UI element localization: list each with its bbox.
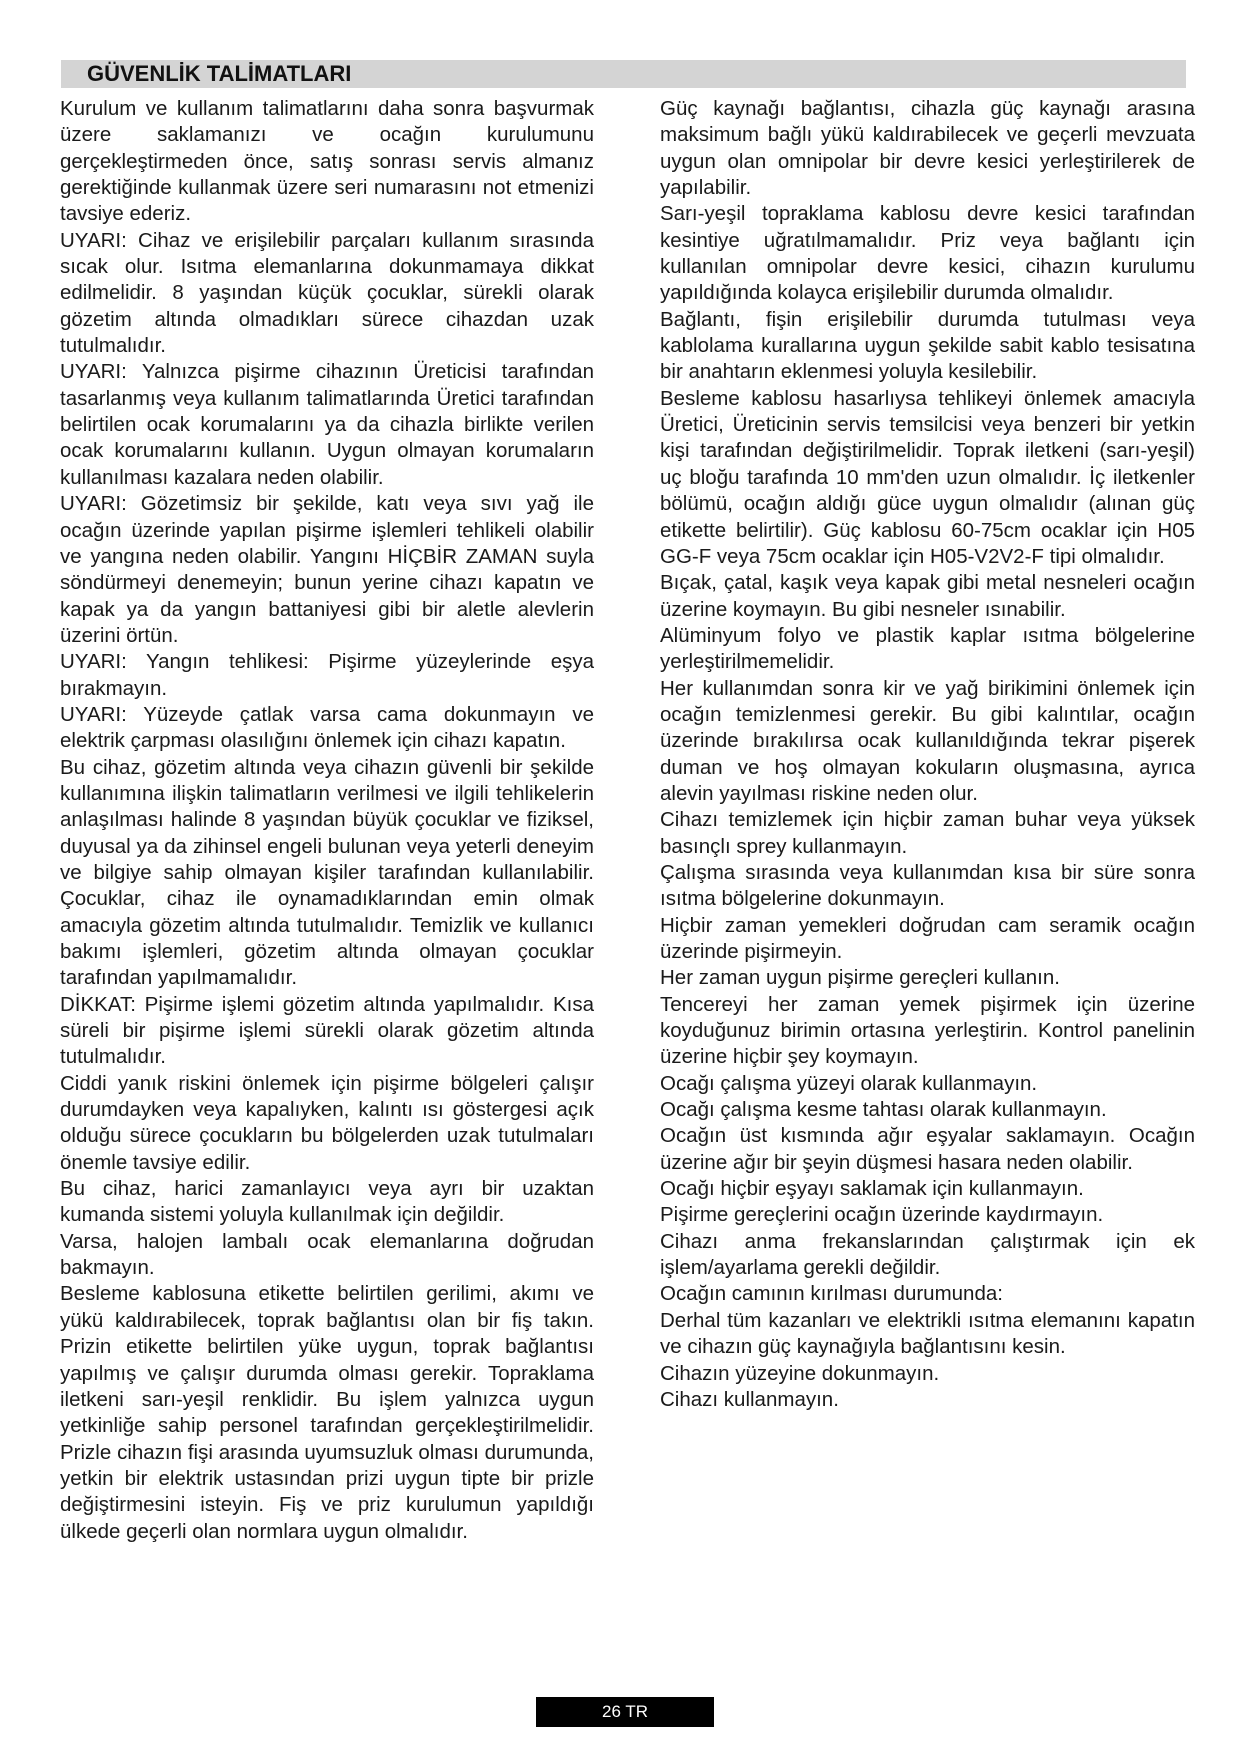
paragraph: Besleme kablosuna etikette belirtilen gerilimi, akımı ve yükü kaldırabilecek, toprak bağlantısı olan bir fiş takın. Prizin etikette belirtilen yüke uygun, toprak bağlantısı yapılmış ve çalışır durumda olması gerekir. Topraklama iletkeni sarı-yeşil renklidir. Bu işlem yalnızca uygun yetkinliğe sahip personel tarafından gerçekleştirilmelidir. Prizle cihazın fişi arasında uyumsuzluk olması durumunda, yetkin bir elektrik ustasından prizi uygun tipte bir prizle değiştirmesini isteyin. Fiş ve priz kurulumun yapıldığı ülkede geçerli olan normlara uygun olmalıdır. xyxy=(60,1282,594,1543)
paragraph: Bu cihaz, harici zamanlayıcı veya ayrı bir uzaktan kumanda sistemi yoluyla kullanılmak için değildir. xyxy=(60,1177,594,1227)
paragraph: Çalışma sırasında veya kullanımdan kısa bir süre sonra ısıtma bölgelerine dokunmayın. xyxy=(660,860,1195,911)
paragraph: Alüminyum folyo ve plastik kaplar ısıtma bölgelerine yerleştirilmemelidir. xyxy=(660,623,1195,674)
paragraph: Pişirme gereçlerini ocağın üzerinde kaydırmayın. xyxy=(660,1203,1104,1227)
paragraph: Sarı-yeşil topraklama kablosu devre kesici tarafından kesintiye uğratılmamalıdır. Priz veya bağlantı için kullanılan omnipolar devre kesici, cihazın kurulumu yapıldığında kolayca erişilebilir durumda olmalıdır. xyxy=(660,202,1195,305)
paragraph: Her zaman uygun pişirme gereçleri kullanın. xyxy=(660,966,1060,990)
paragraph: Derhal tüm kazanları ve elektrikli ısıtma elemanını kapatın ve cihazın güç kaynağıyla bağlantısını kesin. xyxy=(660,1308,1195,1359)
paragraph: Ocağı hiçbir eşyayı saklamak için kullanmayın. xyxy=(660,1177,1084,1201)
paragraph: UYARI: Yüzeyde çatlak varsa cama dokunmayın ve elektrik çarpması olasılığını önlemek için cihazı kapatın. xyxy=(60,702,594,753)
section-header xyxy=(61,60,1186,88)
section-title: GÜVENLİK TALİMATLARI xyxy=(87,61,352,86)
paragraph: UYARI: Yalnızca pişirme cihazının Üreticisi tarafından tasarlanmış veya kullanım talimatlarında Üretici tarafından belirtilen ocak korumalarını ya da cihazla birlikte verilen ocak korumalarını kullanın. Uygun olmayan korumaların kullanılması kazalara neden olabilir. xyxy=(60,360,594,489)
paragraph: Kurulum ve kullanım talimatlarını daha sonra başvurmak üzere saklamanızı ve ocağın kurulumunu gerçekleştirmeden önce, satış sonrası servis almanız gerektiğinde kullanmak üzere seri numarasını not etmenizi tavsiye ederiz. xyxy=(60,97,594,226)
paragraph: DİKKAT: Pişirme işlemi gözetim altında yapılmalıdır. Kısa süreli bir pişirme işlemi sürekli olarak gözetim altında tutulmalıdır. xyxy=(60,992,594,1069)
paragraph: UYARI: Cihaz ve erişilebilir parçaları kullanım sırasında sıcak olur. Isıtma elemanlarına dokunmamaya dikkat edilmelidir. 8 yaşından küçük çocuklar, sürekli olarak gözetim altında olmadıkları sürece cihazdan uzak tutulmalıdır. xyxy=(60,228,594,358)
paragraph: UYARI: Gözetimsiz bir şekilde, katı veya sıvı yağ ile ocağın üzerinde yapılan pişirme işlemleri tehlikeli olabilir ve yangına neden olabilir. Yangını HİÇBİR ZAMAN suyla söndürmeyi denemeyin; bunun yerine cihazı kapatın ve kapak ya da yangın battaniyesi gibi bir aletle alevlerin üzerini örtün. xyxy=(60,492,594,647)
paragraph: Tencereyi her zaman yemek pişirmek için üzerine koyduğunuz birimin ortasına yerleştirin. Kontrol panelinin üzerine hiçbir şey koymayın. xyxy=(660,992,1195,1069)
page-number: 26 TR xyxy=(536,1697,714,1727)
paragraph: Cihazı kullanmayın. xyxy=(660,1387,839,1411)
paragraph: Cihazı temizlemek için hiçbir zaman buhar veya yüksek basınçlı sprey kullanmayın. xyxy=(660,808,1195,858)
right-column xyxy=(660,96,1195,1413)
paragraph: Bıçak, çatal, kaşık veya kapak gibi metal nesneleri ocağın üzerine koymayın. Bu gibi nesneler ısınabilir. xyxy=(660,571,1195,621)
paragraph: Her kullanımdan sonra kir ve yağ birikimini önlemek için ocağın temizlenmesi gerekir. Bu gibi kalıntılar, ocağın üzerinde bırakılırsa ocak kullanıldığında tekrar pişerek duman ve hoş olmayan kokuların oluşmasına, ayrıca alevin yayılması riskine neden olur. xyxy=(660,676,1195,805)
paragraph: UYARI: Yangın tehlikesi: Pişirme yüzeylerinde eşya bırakmayın. xyxy=(60,650,594,700)
paragraph: Ocağı çalışma yüzeyi olarak kullanmayın. xyxy=(660,1071,1038,1095)
paragraph: Bağlantı, fişin erişilebilir durumda tutulması veya kablolama kurallarına uygun şekilde sabit kablo tesisatına bir anahtarın eklenmesi yoluyla kesilebilir. xyxy=(660,307,1195,384)
paragraph: Ocağı çalışma kesme tahtası olarak kullanmayın. xyxy=(660,1098,1107,1122)
paragraph: Güç kaynağı bağlantısı, cihazla güç kaynağı arasına maksimum bağlı yükü kaldırabilecek ve geçerli mevzuata uygun olan omnipolar bir devre kesici yerleştirilerek de yapılabilir. xyxy=(660,97,1195,200)
paragraph: Ocağın camının kırılması durumunda: xyxy=(660,1282,1003,1306)
left-column xyxy=(60,96,594,1545)
paragraph: Cihazı anma frekanslarından çalıştırmak için ek işlem/ayarlama gerekli değildir. xyxy=(660,1229,1195,1280)
paragraph: Hiçbir zaman yemekleri doğrudan cam seramik ocağın üzerinde pişirmeyin. xyxy=(660,913,1195,963)
paragraph: Varsa, halojen lambalı ocak elemanlarına doğrudan bakmayın. xyxy=(60,1229,594,1280)
paragraph: Bu cihaz, gözetim altında veya cihazın güvenli bir şekilde kullanımına ilişkin talimatların verilmesi ve ilgili tehlikelerin anlaşılması halinde 8 yaşından büyük çocuklar ve fiziksel, duyusal ya da zihinsel engeli bulunan veya yeterli deneyim ve bilgiye sahip olmayan kişiler tarafından kullanılabilir. Çocuklar, cihaz ile oynamadıklarından emin olmak amacıyla gözetim altında tutulmalıdır. Temizlik ve kullanıcı bakımı işlemleri, gözetim altında olmayan çocuklar tarafından yapılmamalıdır. xyxy=(60,755,594,990)
paragraph: Besleme kablosu hasarlıysa tehlikeyi önlemek amacıyla Üretici, Üreticinin servis temsilcisi veya benzeri bir yetkin kişi tarafından değiştirilmelidir. Toprak iletkeni (sarı-yeşil) uç bloğu tarafında 10 mm'den uzun olmalıdır. İç iletkenler bölümü, ocağın aldığı güce uygun olmalıdır (alınan güç etikette belirtilir). Güç kablosu 60-75cm ocaklar için H05 GG-F veya 75cm ocaklar için H05-V2V2-F tipi olmalıdır. xyxy=(660,386,1195,568)
paragraph: Cihazın yüzeyine dokunmayın. xyxy=(660,1361,940,1385)
paragraph: Ciddi yanık riskini önlemek için pişirme bölgeleri çalışır durumdayken veya kapalıyken, kalıntı ısı göstergesi açık olduğu sürece çocukların bu bölgelerden uzak tutulmaları önemle tavsiye edilir. xyxy=(60,1071,594,1174)
paragraph: Ocağın üst kısmında ağır eşyalar saklamayın. Ocağın üzerine ağır bir şeyin düşmesi hasara neden olabilir. xyxy=(660,1124,1195,1174)
